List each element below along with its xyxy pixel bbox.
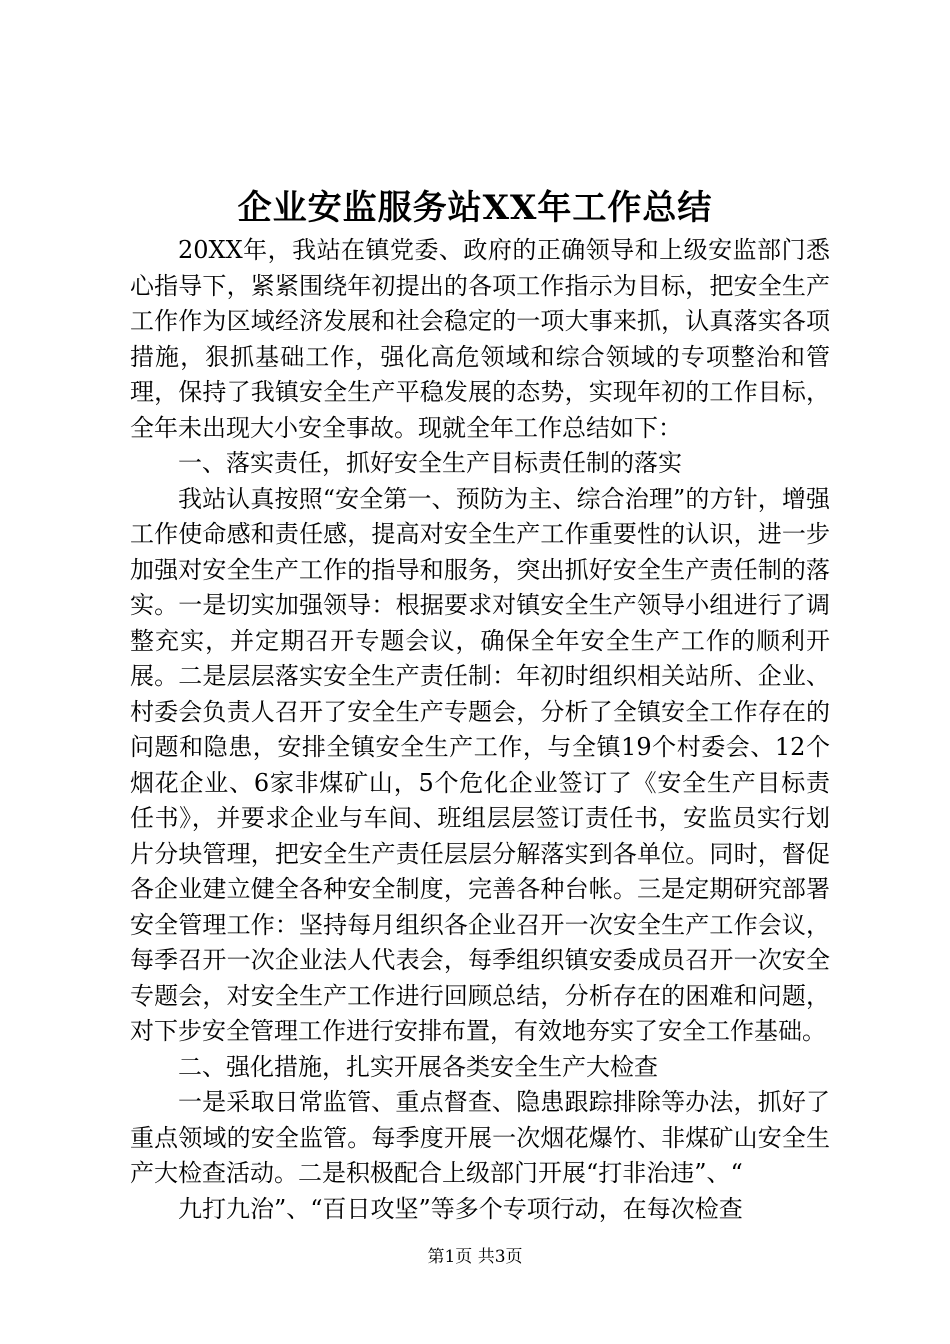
paragraph-section-2-cont: 九打九治”、“百日攻坚”等多个专项行动，在每次检查 (178, 1194, 743, 1223)
page-footer: 第1页 共3页 (427, 1247, 523, 1267)
paragraph-section-1: 我站认真按照“安全第一、预防为主、综合治理”的方针，增强工作使命感和责任感，提高对安全生产工作重要性的认识，进一步加强对安全生产工作的指导和服务，突出抓好安全生产责任制的落实。一是切实加强领导：根据要求对镇安全生产领导小组进行了调整充实，并定期召开专题会议，确保全年安全生产工作的顺利开展。二是层层落实安全生产责任制：年初时组织相关站所、企业、村委会负责人召开了安全生产专题会，分析了全镇安全工作存在的问题和隐患，安排全镇安全生产工作，与全镇19个村委会、12个烟花企业、6家非煤矿山，5个危化企业签订了《安全生产目标责任书》，并要求企业与车间、班组层层签订责任书，安监员实行划片分块管理，把安全生产责任层层分解落实到各单位。同时，督促各企业建立健全各种安全制度，完善各种台帐。三是定期研究部署安全管理工作：坚持每月组织各企业召开一次安全生产工作会议，每季召开一次企业法人代表会，每季组织镇安委成员召开一次安全专题会，对安全生产工作进行回顾总结，分析存在的困难和问题，对下步安全管理工作进行安排布置，有效地夯实了安全工作基础。 (130, 484, 830, 1045)
paragraph-intro: 20XX年，我站在镇党委、政府的正确领导和上级安监部门悉心指导下，紧紧围绕年初提出的各项工作指示为目标，把安全生产工作作为区域经济发展和社会稳定的一项大事来抓，认真落实各项措施，狠抓基础工作，强化高危领域和综合领域的专项整治和管理，保持了我镇安全生产平稳发展的态势，实现年初的工作目标，全年未出现大小安全事故。现就全年工作总结如下： (130, 236, 830, 442)
document-body (130, 233, 830, 1227)
section-heading-2: 二、强化措施，扎实开展各类安全生产大检查 (178, 1052, 658, 1081)
document-title: 企业安监服务站XX年工作总结 (237, 188, 713, 228)
paragraph-section-2: 一是采取日常监管、重点督查、隐患跟踪排除等办法，抓好了重点领域的安全监管。每季度开展一次烟花爆竹、非煤矿山安全生产大检查活动。二是积极配合上级部门开展“打非治违”、“ (130, 1088, 830, 1187)
section-heading-1: 一、落实责任，抓好安全生产目标责任制的落实 (178, 449, 682, 477)
